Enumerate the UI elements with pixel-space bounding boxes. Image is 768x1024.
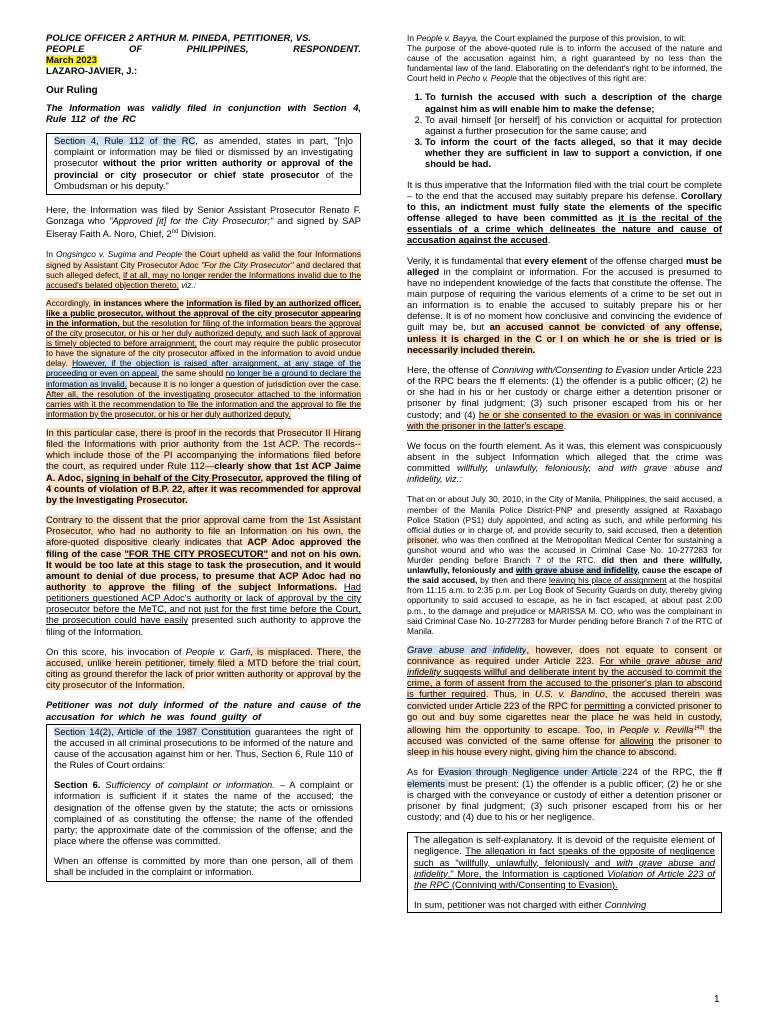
bayya-quote: The purpose of the above-quoted rule is to inform the accused of the nature and cause of the accusation against him, a right guaranteed by no less than the fundamental law of the land. Elaborating on the defendant's right to be informed, the Court held in Pecho v. People that the objectives of this right are:: [407, 43, 722, 84]
allegation-box: The allegation is self-explanatory. It is devoid of the requisite element of negligence. The allegation in fact speaks of the opposite of negligence such as "willfully, unlawfully, feloniously and with grave abuse and infidelity." More, the Information is captioned Violation of Article 223 of the RPC (Conniving with/Consenting to Evasion). In sum, petitioner was not charged with either Conniving: [407, 832, 722, 913]
objective-item: 3. To inform the court of the facts alleged, so that it may decide whether they are sufficient in law to support a conviction, if one should be had.: [425, 137, 722, 170]
heading-information-valid: The Information was validly filed in conjunction with Section 4, Rule 112 of the RC: [46, 102, 361, 124]
objective-item: 1. To furnish the accused with such a description of the charge against him as will enable him to make the defense;: [425, 92, 722, 114]
para-particular-case: In this particular case, there is proof in the records that Prosecutor II Hirang filed the Informations with prior authority from the 1st ACP. The records--which include those of the PI accompanying the informations filed before the court, as required under Rule 112—clearly show that 1st ACP Jaime A. Adoc, signing in behalf of the City Prosecutor, approved the filing of 4 counts of violation of B.P. 22, after it was recommended for approval by the Investigating Prosecutor.: [46, 427, 362, 505]
constitution-ref: Section 14(2), Article of the 1987 Constitution: [54, 726, 251, 737]
para-here-information: Here, the Information was filed by Senior Assistant Prosecutor Renato F. Gonzaga who "Approved [it] for the City Prosecutor;" and signed by SAP Elseray Faith A. Noro, Chief, 2nd Division.: [46, 204, 361, 240]
bayya-intro: In People v. Bayya, the Court explained the purpose of this provision, to wit:: [407, 33, 687, 43]
para-verily: Verily, it is fundamental that every element of the offense charged must be alleged in the complaint or information. For the accused is presumed to have no independent knowledge of the facts that constitute the offense. The main purpose of requiring the various elements of a crime to be set out in an information is to enable the accused to suitably prepare his or her defense. It is of no moment how conclusive and convincing the evidence of guilt may be, but an accused cannot be convicted of any offense, unless it is charged in the C or I on which he or she is tried or is necessarily included therein.: [407, 255, 722, 355]
caption-line2: PEOPLE OF PHILIPPINES, RESPONDENT.: [46, 44, 361, 55]
decision-date: March 2023: [46, 55, 97, 66]
para-garfi: On this score, his invocation of People v. Garfi, is misplaced. There, the accused, unlike herein petitioner, timely filed a MTD before the trial court, citing as ground therefor the lack of prior written authority or approval by the city prosecutor of the Information.: [46, 646, 362, 691]
caption-line1: POLICE OFFICER 2 ARTHUR M. PINEDA, PETITIONER, VS.: [46, 33, 312, 43]
para-negligence: As for Evasion through Negligence under Article 224 of the RPC, the ff elements must be present: (1) the offender is a public officer; (2) he or she is charged with the conveyance or custody of either a detention prisoner or prisoner by final judgment; (3) such prisoner escaped from his or her custody; and (4) due to his or her negligence.: [407, 767, 722, 823]
right-column: [407, 33, 722, 913]
para-article-223: Here, the offense of Conniving with/Consenting to Evasion under Article 223 of the RPC bears the ff elements: (1) the offender is a public officer; (2) he or she had in his or her custody or charge either a detention prisoner or prisoner by final judgment; (3) such prisoner escaped from his or her custody; and (4) he or she consented to the evasion or was in connivance with the prisoner in the latter's escape.: [407, 364, 722, 431]
ongsingco-quote: Accordingly, in instances where the information is filed by an authorized officer, like a public prosecutor, without the approval of the city prosecutor appearing in the information, but the resolution for filing of the information bears the approval of the city prosecutor, or his or her duly authorized deputy, and such lack of approval is timely objected to before arraignment, the court may require the public prosecutor to have the signature of the city prosecutor affixed in the information to avoid undue delay. However, if the objection is raised after arraignment, at any stage of the proceeding or even on appeal, the same should no longer be a ground to declare the information as invalid, because it is no longer a question of jurisdiction over the case. After all, the resolution of the investigating prosecutor attached to the information carries with it the recommendation to file the information and the approval to file the information by the prosecutor, or his or her duly authorized deputy.: [46, 297, 362, 419]
para-fourth-element: We focus on the fourth element. As it was, this element was conspicuously absent in the subject Information which alleged that the crime was committed willfully, unlawfully, feloniously, and with grave abuse and infidelity, viz.:: [407, 440, 722, 485]
rule-112-box: Section 4, Rule 112 of the RC, as amended, states in part, "[n]o complaint or information may be filed or dismissed by an investigating prosecutor without the prior written authority or approval of the provincial or city prosecutor or chief state prosecutor of the Ombudsman or his deputy.": [46, 133, 361, 195]
rule-112-ref: Section 4, Rule 112 of the RC: [54, 136, 196, 147]
our-ruling-heading: Our Ruling: [46, 84, 98, 96]
objective-item: 2. To avail himself [or herself] of his conviction or acquittal for protection against a further prosecution for the same cause; and: [425, 115, 722, 137]
para-imperative: It is thus imperative that the Information filed with the trial court be complete – to the end that the accused may suitably prepare his defense. Corollary to this, an indictment must fully state the elements of the specific offense alleged to have been committed as it is the recital of the essentials of a crime which delineates the nature and cause of accusation against the accused.: [407, 179, 722, 246]
left-column: [46, 33, 361, 882]
para-grave-abuse: Grave abuse and infidelity, however, does not equate to consent or connivance as required under Article 223. For while grave abuse and infidelity suggests willful and deliberate intent by the accused to commit the crime, a form of assent from the accused to the prisoner's plan to abscond is further required. Thus, in U.S. v. Bandino, the accused therein was convicted under Article 223 of the RPC for permitting a convicted prisoner to go out and buy some cigarettes near the place he was held in custody, allowing him the opportunity to escape. Too, in People v. Revilla$^{,[43]}$ the accused was convicted of the same offense for allowing the prisoner to sleep in his house every night, giving him the chance to abscond.: [407, 644, 722, 758]
case-caption: [46, 33, 361, 55]
constitution-box: Section 14(2), Article of the 1987 Constitution guarantees the right of the accused in all criminal prosecutions to be informed of the nature and cause of the accusation against him or her. Thus, Section 6, Rule 110 of the Rules of Court ordains: Section 6. Sufficiency of complaint or information. – A complaint or information is sufficient if it states the name of the accused; the designation of the offense given by the statute; the acts or omissions complained of as constituting the offense; the name of the offended party; the approximate date of the commission of the offense; and the place where the offense was committed. When an offense is committed by more than one person, all of them shall be included in the complaint or information.: [46, 724, 361, 882]
page-number: 1: [714, 994, 720, 1005]
heading-not-informed: Petitioner was not duly informed of the nature and cause of the accusation for which he was found guilty of: [46, 700, 361, 722]
information-quote: That on or about July 30, 2010, in the City of Manila, Philippines, the said accused, a member of the Manila Police District-PNP and presently assigned at Raxabago Police Station (PS1) duly appointed, and acting as such, and while performing his official duties or in charge of, and provide security to, said accused, then a detention prisoner, who was then confined at the Metropolitan Medical Center for sustaining a gunshot wound and who was the accused in Criminal Case No. 10-277283 for Murder pending before Branch 7 of the RTC. did then and there willfully, unlawfully, feloniously and with grave abuse and infidelity, cause the escape of the said accused, by then and there leaving his place of assignment at the hospital from 11:15 a.m. to 2:35 p.m. per Log Book of Security Guards on duty, thereby giving opportunity to said accused to escape, as he in fact escaped, at about past 2:00 p.m., to the damage and prejudice or MARISSA M. CO, who was the complainant in said Criminal Case No. 10-277283 for Murder pending before Branch 7 of the RTC of Manila.: [407, 494, 723, 636]
para-contrary-dissent: Contrary to the dissent that the prior approval came from the 1st Assistant Prosecutor, who had no authority to file an Information on his own, the afore-quoted dispositive clearly indicates that ACP Adoc approved the filing of the case "FOR THE CITY PROSECUTOR" and not on his own. It would be too late at this stage to task the prosecution, and it would amount to denial of due process, to presume that ACP Adoc had no authority to approve the filing of the subject Informations. Had petitioners questioned ACP Adoc's authority or lack of approval by the city prosecutor before the MeTC, and not just for the first time before the Court, the prosecution could have easily presented such authority to approve the filing of the Information.: [46, 515, 362, 637]
objectives-list: [407, 92, 722, 170]
para-ongsingco: In Ongsingco v. Sugima and People the Court upheld as valid the four Informations signed by Assistant City Prosecutor Adoc "For the City Prosecutor" and declared that such alleged defect, if at all, may no longer render the Informations invalid due to the accused's belated objection thereto, viz.:: [46, 249, 361, 290]
ponente: LAZARO-JAVIER, J.:: [46, 66, 138, 77]
